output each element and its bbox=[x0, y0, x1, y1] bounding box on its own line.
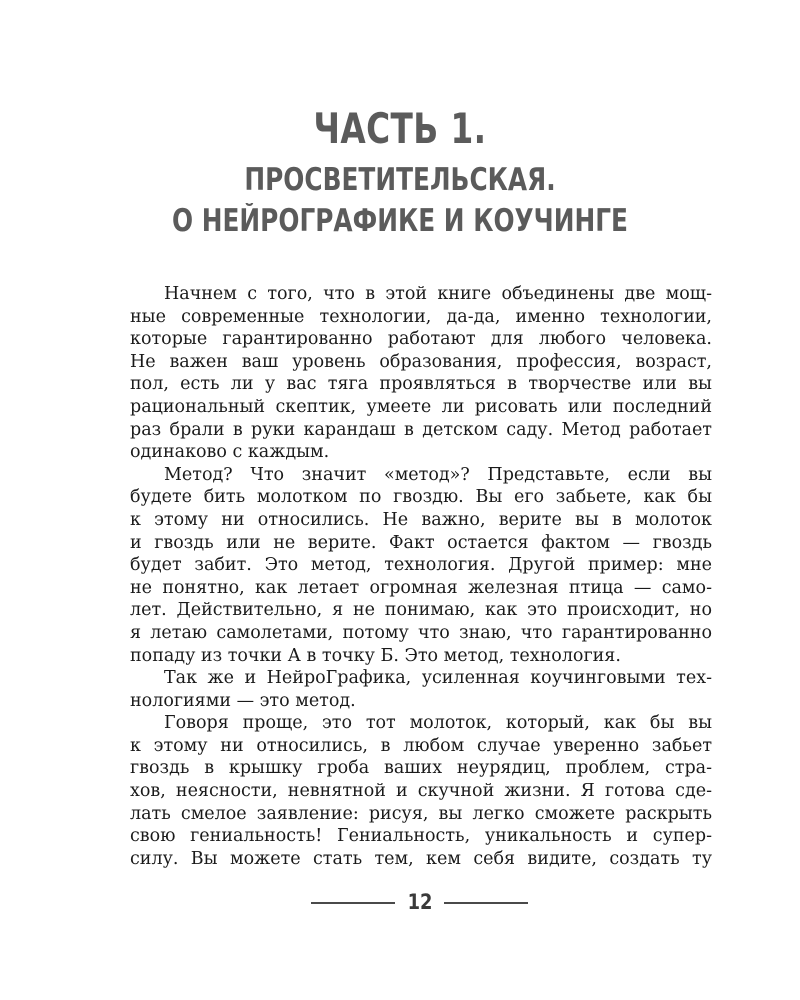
body-text bbox=[130, 283, 712, 870]
chapter-subtitle-line-1: ПРОСВЕТИТЕЛЬСКАЯ. bbox=[244, 162, 556, 198]
body-line: Начнем с того, что в этой книге объединены две мощ- bbox=[164, 284, 712, 304]
body-line: Так же и НейроГрафика, усиленная коучинговыми тех- bbox=[164, 668, 712, 689]
body-line: пол, есть ли у вас тяга проявляться в творчестве или вы bbox=[130, 374, 712, 395]
body-line: будете бить молотком по гвоздю. Вы его забьете, как бы bbox=[130, 487, 712, 508]
body-line: будет забит. Это метод, технология. Другой пример: мне bbox=[130, 555, 712, 576]
footer-rule-right bbox=[444, 902, 528, 904]
page-number: 12 bbox=[407, 890, 433, 914]
body-line: нологиями — это метод. bbox=[130, 690, 356, 711]
body-line: ные современные технологии, да-да, именно технологии, bbox=[130, 306, 712, 327]
body-line: свою гениальность! Гениальность, уникальность и супер- bbox=[130, 826, 712, 847]
body-line: хов, неясности, невнятной и скучной жизни. Я готова сде- bbox=[130, 781, 712, 802]
body-line: одинаково с каждым. bbox=[130, 442, 330, 463]
body-line: попаду из точки А в точку Б. Это метод, технология. bbox=[130, 645, 621, 666]
body-line: я летаю самолетами, потому что знаю, что гарантированно bbox=[130, 622, 712, 643]
body-line: раз брали в руки карандаш в детском саду. Метод работает bbox=[130, 419, 712, 440]
body-line: к этому ни относились, в любом случае уверенно забьет bbox=[130, 735, 712, 756]
body-line: Говоря проще, это тот молоток, который, как бы вы bbox=[164, 713, 712, 734]
page-footer bbox=[0, 887, 800, 917]
body-line: лет. Действительно, я не понимаю, как это происходит, но bbox=[130, 600, 712, 621]
body-line: которые гарантированно работают для любого человека. bbox=[130, 329, 712, 350]
body-line: Не важен ваш уровень образования, профессия, возраст, bbox=[130, 351, 712, 372]
body-line: Метод? Что значит «метод»? Представьте, если вы bbox=[164, 464, 712, 485]
body-line: силу. Вы можете стать тем, кем себя видите, создать ту bbox=[130, 848, 712, 869]
body-line: гвоздь в крышку гроба ваших неурядиц, проблем, стра- bbox=[130, 758, 712, 779]
chapter-subtitle-line-2: О НЕЙРОГРАФИКЕ И КОУЧИНГЕ bbox=[172, 203, 628, 239]
body-line: к этому ни относились. Не важно, верите вы в молоток bbox=[130, 509, 712, 530]
body-line: не понятно, как летает огромная железная птица — само- bbox=[130, 577, 712, 598]
part-title: ЧАСТЬ 1. bbox=[313, 104, 487, 153]
body-line: рациональный скептик, умеете ли рисовать или последний bbox=[130, 396, 712, 417]
body-line: лать смелое заявление: рисуя, вы легко сможете раскрыть bbox=[130, 803, 712, 824]
footer-rule-left bbox=[311, 902, 395, 904]
body-line: и гвоздь или не верите. Факт остается фактом — гвоздь bbox=[130, 532, 712, 553]
